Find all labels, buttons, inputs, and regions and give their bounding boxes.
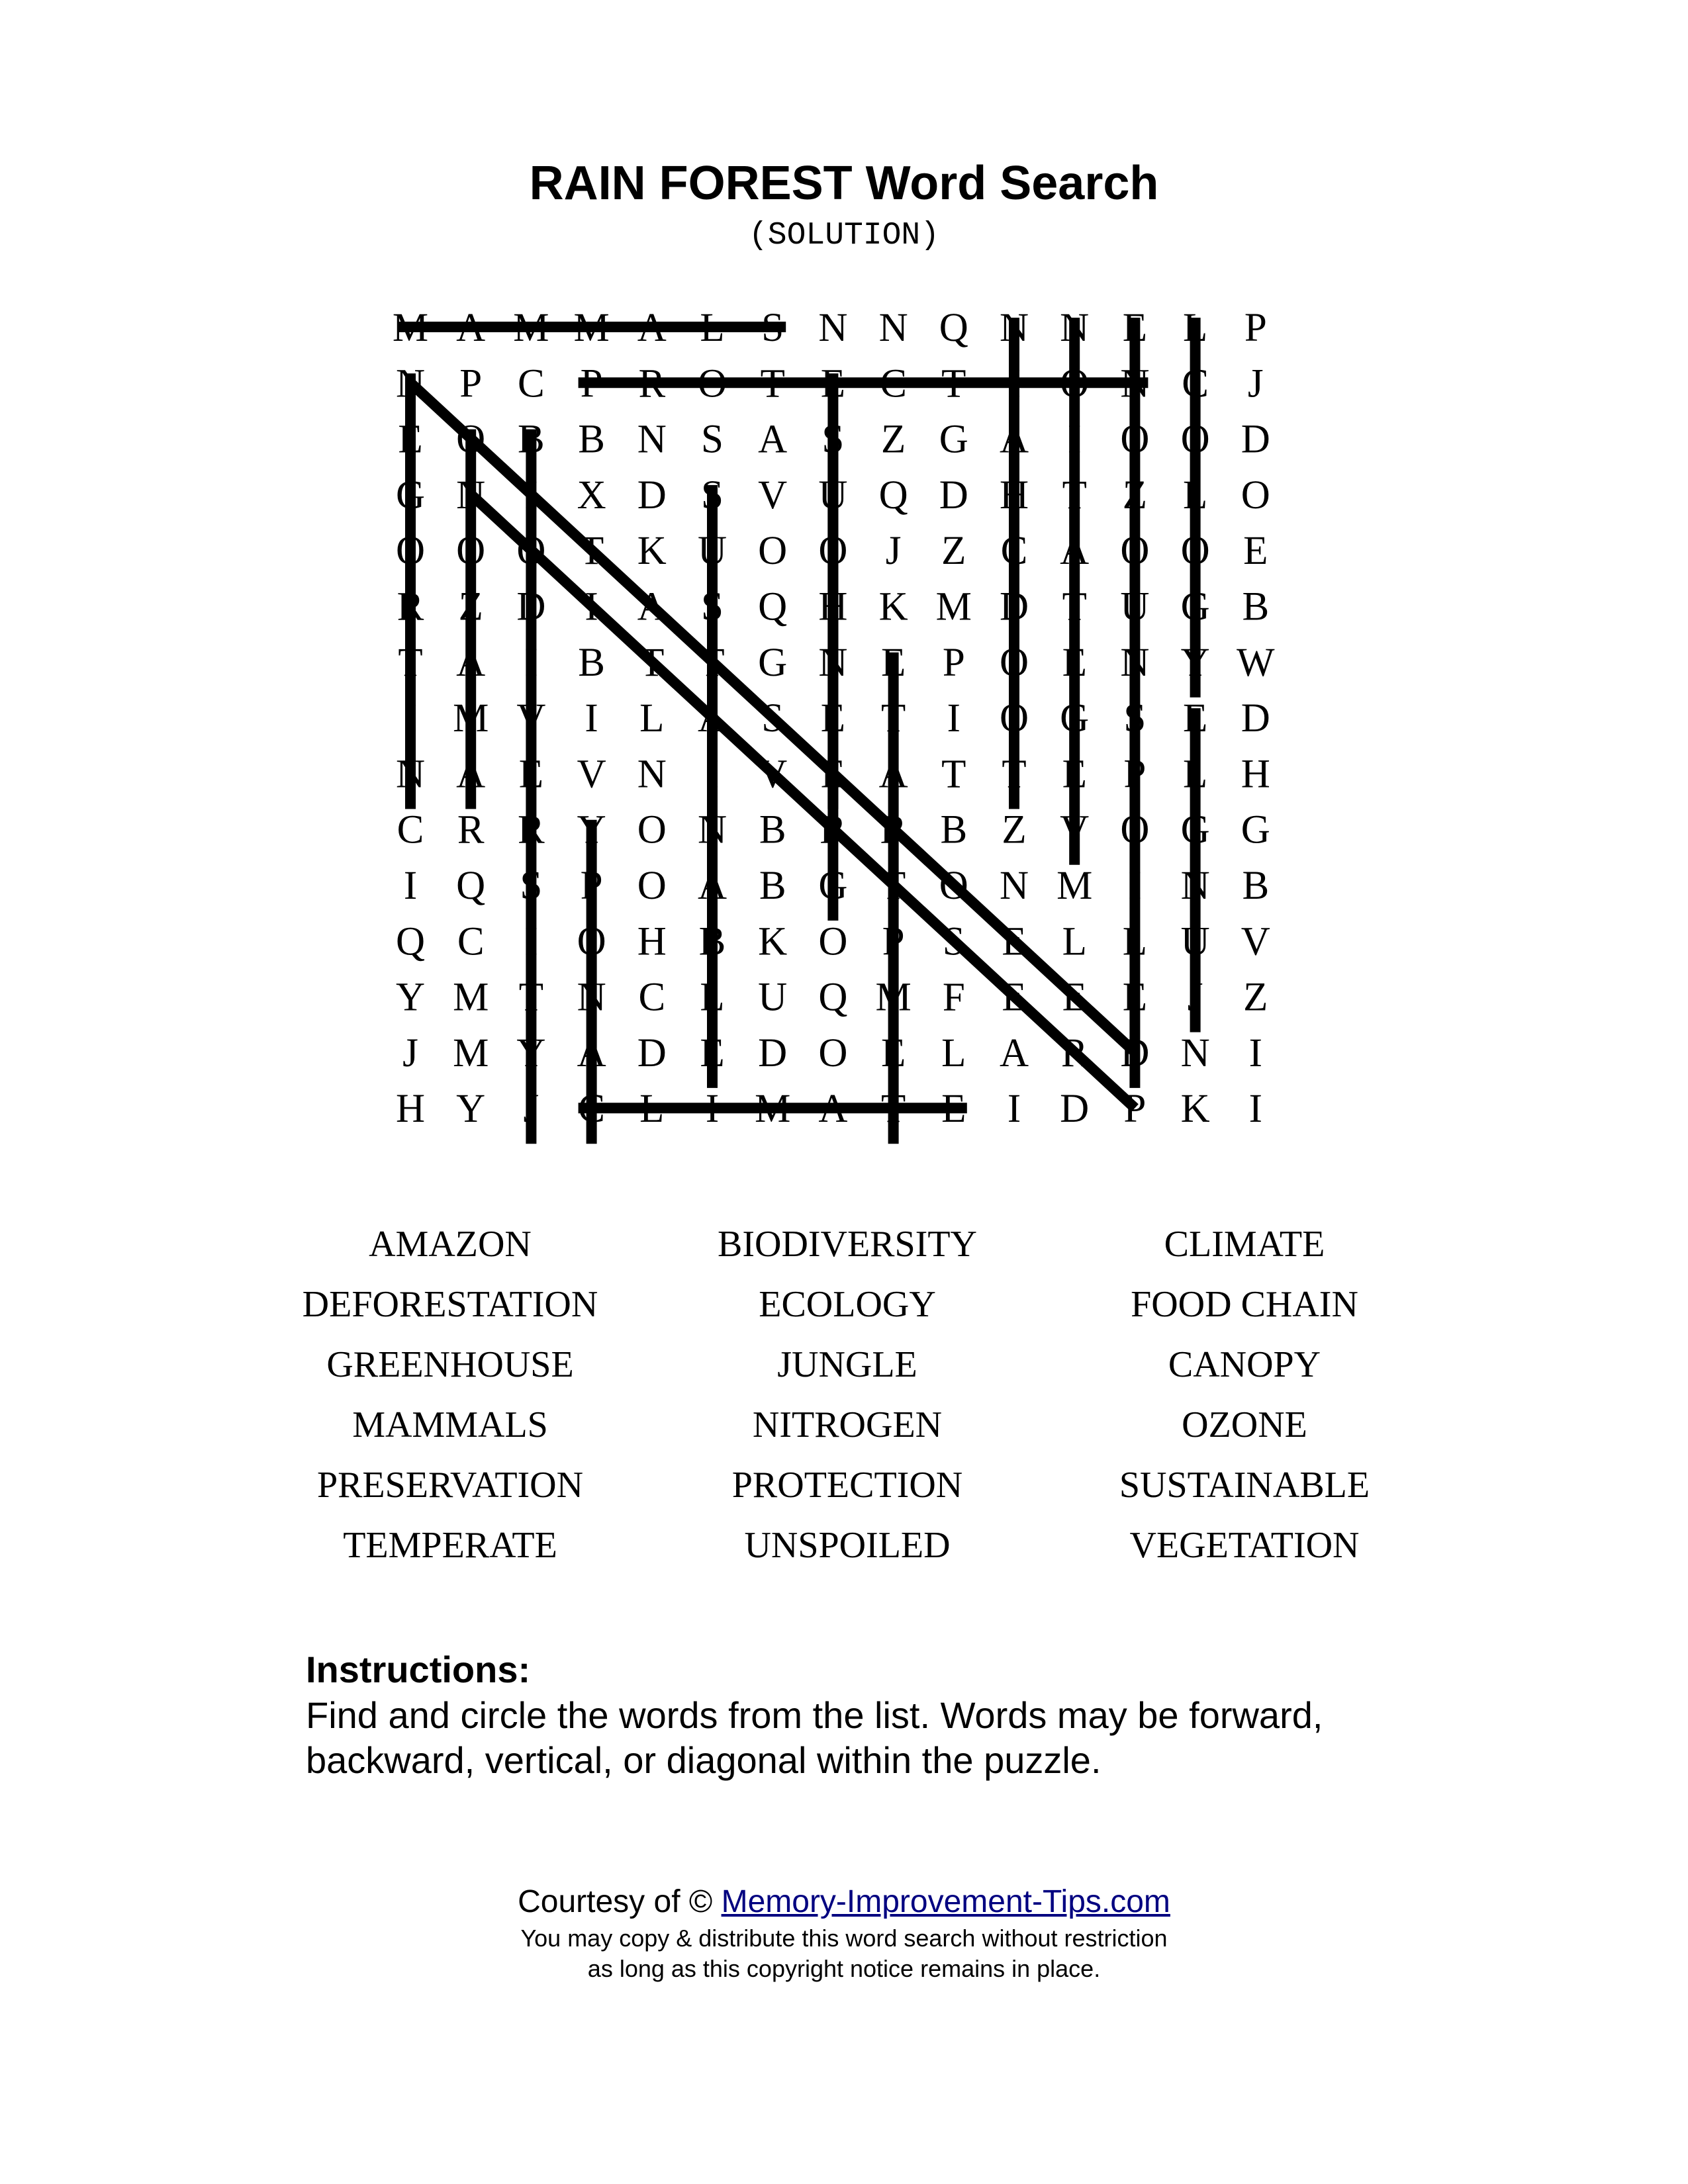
- grid-letter: E: [1122, 306, 1148, 350]
- grid-letter: E: [1002, 919, 1027, 964]
- grid-letter: A: [697, 864, 727, 908]
- grid-letter: P: [580, 864, 603, 908]
- grid-letter: I: [403, 864, 418, 908]
- grid-letter: E: [1002, 975, 1027, 1020]
- grid-letter: F: [942, 975, 965, 1020]
- grid-letter: E: [880, 640, 906, 685]
- grid-letter: J: [402, 1030, 418, 1075]
- grid-letter: S: [942, 919, 965, 964]
- grid-letter: E: [1062, 752, 1087, 797]
- grid-letter: M: [453, 696, 489, 741]
- grid-letter: V: [577, 752, 606, 797]
- grid-letter: Z: [880, 417, 906, 462]
- grid-letter: I: [1007, 1087, 1021, 1132]
- grid-letter: T: [398, 640, 423, 685]
- grid-letter: T: [880, 864, 906, 908]
- grid-letter: J: [885, 529, 902, 574]
- grid-letter: E: [398, 417, 423, 462]
- grid-letter: E: [1062, 975, 1087, 1020]
- grid-letter: E: [518, 752, 544, 797]
- grid-letter: E: [1182, 696, 1208, 741]
- grid-letter: Q: [456, 864, 486, 908]
- grid-letter: K: [758, 919, 788, 964]
- grid-letter: D: [758, 1030, 788, 1075]
- grid-letter: V: [516, 696, 546, 741]
- grid-letter: O: [395, 529, 426, 574]
- grid-letter: G: [1180, 807, 1210, 852]
- grid-letter: C: [1182, 361, 1209, 406]
- grid-letter: N: [637, 752, 667, 797]
- word-list-item: UNSPOILED: [744, 1525, 951, 1566]
- word-search-svg: [379, 298, 1279, 1158]
- grid-letter: U: [1180, 919, 1210, 964]
- grid-letter: D: [1241, 696, 1270, 741]
- grid-letter: D: [1120, 1030, 1150, 1075]
- word-list-item: SUSTAINABLE: [1119, 1465, 1370, 1506]
- grid-letter: G: [395, 473, 426, 518]
- grid-letter: Y: [516, 1030, 546, 1075]
- grid-letter: L: [639, 696, 665, 741]
- word-list-item: DEFORESTATION: [302, 1284, 598, 1325]
- word-list-item: GREENHOUSE: [326, 1344, 574, 1385]
- grid-letter: P: [580, 361, 603, 406]
- grid-letter: H: [1241, 752, 1270, 797]
- notice-line-2: as long as this copyright notice remains in place.: [587, 1955, 1101, 1982]
- grid-letter: K: [637, 529, 667, 574]
- grid-letter: C: [397, 807, 424, 852]
- grid-letter: P: [459, 361, 483, 406]
- grid-letter: A: [456, 306, 486, 350]
- grid-letter: S: [1123, 696, 1147, 741]
- grid-letter: C: [1000, 529, 1028, 574]
- grid-letter: A: [818, 1087, 848, 1132]
- grid-letter: G: [1180, 584, 1210, 629]
- grid-letter: P: [942, 640, 965, 685]
- grid-letter: J: [523, 1087, 539, 1132]
- grid-letter: I: [524, 640, 538, 685]
- word-list-item: JUNGLE: [777, 1344, 917, 1385]
- grid-letter: R: [518, 807, 545, 852]
- word-list-item: BIODIVERSITY: [718, 1224, 977, 1265]
- grid-letter: V: [1241, 919, 1270, 964]
- grid-letter: T: [760, 361, 785, 406]
- grid-letter: D: [939, 473, 968, 518]
- grid-letter: S: [701, 417, 724, 462]
- grid-letter: O: [818, 529, 848, 574]
- grid-letter: S: [761, 696, 784, 741]
- grid-letter: O: [516, 529, 546, 574]
- grid-letter: A: [577, 1030, 606, 1075]
- word-list-item: VEGETATION: [1129, 1525, 1360, 1566]
- grid-letter: I: [1128, 864, 1142, 908]
- grid-letter: U: [1120, 584, 1150, 629]
- grid-letter: V: [758, 473, 788, 518]
- grid-letter: N: [999, 306, 1029, 350]
- grid-letter: L: [1122, 919, 1148, 964]
- grid-letter: C: [518, 361, 545, 406]
- word-list-item: NITROGEN: [752, 1404, 943, 1445]
- grid-letter: N: [1180, 1030, 1210, 1075]
- grid-letter: N: [818, 640, 848, 685]
- grid-letter: B: [940, 807, 968, 852]
- grid-letter: N: [395, 361, 426, 406]
- grid-letter: N: [577, 975, 606, 1020]
- grid-letter: I: [524, 473, 538, 518]
- grid-letter: O: [456, 529, 486, 574]
- grid-letter: A: [999, 1030, 1029, 1075]
- grid-letter: D: [999, 584, 1029, 629]
- grid-letter: Y: [456, 1087, 486, 1132]
- grid-letter: B: [518, 417, 545, 462]
- grid-letter: S: [701, 584, 724, 629]
- grid-letter: Q: [878, 473, 908, 518]
- grid-letter: O: [1120, 807, 1150, 852]
- grid-letter: I: [1248, 1030, 1262, 1075]
- grid-letter: R: [638, 361, 666, 406]
- grid-letter: D: [516, 584, 546, 629]
- grid-letter: O: [939, 864, 968, 908]
- grid-letter: Z: [941, 529, 966, 574]
- grid-letter: A: [637, 306, 667, 350]
- grid-letter: B: [759, 807, 786, 852]
- grid-letter: O: [637, 807, 667, 852]
- grid-letter: Z: [1002, 807, 1027, 852]
- word-list-item: CANOPY: [1168, 1344, 1321, 1385]
- grid-letter: I: [947, 696, 961, 741]
- grid-letter: O: [999, 696, 1029, 741]
- grid-letter: B: [1242, 864, 1270, 908]
- copyright-notice: [0, 1923, 1688, 1984]
- grid-letter: B: [1242, 584, 1270, 629]
- grid-letter: E: [941, 1087, 966, 1132]
- grid-letter: U: [758, 975, 788, 1020]
- grid-letter: M: [453, 1030, 489, 1075]
- grid-letter: R: [397, 584, 424, 629]
- grid-letter: M: [392, 306, 429, 350]
- grid-letter: M: [453, 975, 489, 1020]
- word-list-item: FOOD CHAIN: [1131, 1284, 1358, 1325]
- grid-letter: O: [1060, 361, 1090, 406]
- grid-letter: A: [697, 696, 727, 741]
- word-list: [252, 1214, 1523, 1576]
- grid-letter: O: [818, 1030, 848, 1075]
- grid-letter: G: [818, 864, 848, 908]
- grid-letter: Y: [577, 807, 606, 852]
- grid-letter: N: [637, 417, 667, 462]
- word-list-item: CLIMATE: [1164, 1224, 1325, 1265]
- grid-letter: N: [818, 306, 848, 350]
- grid-letter: K: [1180, 1087, 1210, 1132]
- grid-letter: A: [637, 584, 667, 629]
- grid-letter: A: [1060, 529, 1090, 574]
- grid-letter: Z: [1243, 975, 1268, 1020]
- grid-letter: Z: [458, 584, 483, 629]
- grid-letter: T: [880, 696, 906, 741]
- grid-letter: U: [697, 529, 727, 574]
- page-title: RAIN FOREST Word Search: [529, 157, 1159, 210]
- grid-letter: R: [457, 807, 485, 852]
- grid-letter: A: [999, 417, 1029, 462]
- grid-letter: I: [1248, 1087, 1262, 1132]
- grid-letter: D: [1060, 1087, 1090, 1132]
- grid-letter: Z: [1122, 473, 1148, 518]
- grid-letter: G: [939, 417, 968, 462]
- grid-letter: B: [578, 640, 605, 685]
- grid-letter: N: [1120, 640, 1150, 685]
- grid-letter: T: [700, 640, 725, 685]
- grid-letter: O: [697, 361, 727, 406]
- grid-letter: I: [1068, 417, 1082, 462]
- grid-letter: M: [755, 1087, 791, 1132]
- courtesy-prefix: Courtesy of ©: [518, 1884, 722, 1919]
- grid-letter: E: [820, 361, 846, 406]
- grid-letter: A: [456, 640, 486, 685]
- grid-letter: R: [880, 807, 907, 852]
- grid-letter: I: [705, 752, 720, 797]
- grid-letter: P: [882, 919, 905, 964]
- grid-letter: H: [395, 1087, 426, 1132]
- grid-letter: A: [758, 417, 788, 462]
- grid-letter: I: [705, 1087, 720, 1132]
- grid-letter: O: [999, 640, 1029, 685]
- grid-letter: N: [456, 473, 486, 518]
- grid-letter: P: [1123, 752, 1147, 797]
- grid-letter: R: [1060, 1030, 1088, 1075]
- grid-letter: T: [639, 640, 665, 685]
- word-list-item: ECOLOGY: [759, 1284, 936, 1325]
- grid-letter: E: [820, 696, 846, 741]
- grid-letter: L: [1182, 752, 1208, 797]
- grid-letter: E: [880, 1030, 906, 1075]
- grid-letter: D: [1241, 417, 1270, 462]
- grid-letter: K: [878, 584, 908, 629]
- grid-letter: O: [1120, 529, 1150, 574]
- grid-letter: S: [520, 864, 543, 908]
- grid-letter: S: [701, 473, 724, 518]
- grid-letter: C: [578, 1087, 605, 1132]
- grid-letter: L: [1062, 919, 1087, 964]
- word-list-item: AMAZON: [369, 1224, 532, 1265]
- word-search-grid: [379, 298, 1279, 1158]
- grid-letter: D: [637, 473, 667, 518]
- grid-letter: I: [524, 919, 538, 964]
- word-list-item: PROTECTION: [731, 1465, 963, 1506]
- grid-letter: N: [1120, 361, 1150, 406]
- grid-letter: E: [820, 752, 846, 797]
- grid-letter: Q: [758, 584, 788, 629]
- solution-line: [471, 494, 1135, 1108]
- grid-letter: X: [577, 473, 606, 518]
- word-list-item: PRESERVATION: [316, 1465, 584, 1506]
- grid-letter: N: [1060, 306, 1090, 350]
- grid-letter: T: [518, 975, 544, 1020]
- grid-letter: T: [579, 529, 604, 574]
- notice-line-1: You may copy & distribute this word search without restriction: [520, 1925, 1168, 1952]
- grid-letter: M: [1056, 864, 1093, 908]
- grid-letter: G: [1241, 807, 1270, 852]
- grid-letter: N: [395, 752, 426, 797]
- grid-letter: T: [941, 752, 966, 797]
- grid-letter: L: [700, 975, 725, 1020]
- grid-letter: O: [758, 529, 788, 574]
- grid-letter: T: [880, 1087, 906, 1132]
- word-list-item: MAMMALS: [352, 1404, 548, 1445]
- grid-letter: E: [1243, 529, 1268, 574]
- website-link[interactable]: Memory-Improvement-Tips.com: [721, 1884, 1170, 1919]
- word-list-item: TEMPERATE: [343, 1525, 557, 1566]
- grid-letter: E: [1062, 640, 1087, 685]
- grid-letter: C: [880, 361, 907, 406]
- grid-letter: O: [818, 919, 848, 964]
- grid-letter: G: [1060, 696, 1090, 741]
- grid-letter: I: [403, 696, 418, 741]
- grid-letter: J: [1247, 361, 1264, 406]
- grid-letter: I: [585, 584, 598, 629]
- grid-letter: T: [941, 361, 966, 406]
- grid-letter: E: [700, 1030, 725, 1075]
- grid-letter: N: [999, 864, 1029, 908]
- grid-letter: M: [513, 306, 549, 350]
- grid-letter: T: [1002, 752, 1027, 797]
- grid-letter: J: [1187, 975, 1203, 1020]
- instructions-text: Find and circle the words from the list. Words may be forward, backward, vertical, or diagonal within the puzzle.: [306, 1694, 1323, 1781]
- grid-letter: O: [456, 417, 486, 462]
- grid-letter: V: [758, 752, 788, 797]
- grid-letter: O: [1120, 417, 1150, 462]
- grid-letter: D: [637, 1030, 667, 1075]
- grid-letter: S: [761, 306, 784, 350]
- grid-letter: O: [637, 864, 667, 908]
- grid-letter: O: [1180, 529, 1210, 574]
- instructions-heading: Instructions:: [306, 1649, 531, 1690]
- grid-letter: Q: [818, 975, 848, 1020]
- grid-letter: Y: [1180, 640, 1210, 685]
- word-list-item: OZONE: [1182, 1404, 1307, 1445]
- grid-letter: S: [821, 417, 845, 462]
- grid-letter: M: [935, 584, 972, 629]
- grid-letter: N: [878, 306, 908, 350]
- grid-letter: M: [875, 975, 912, 1020]
- grid-letter: H: [999, 473, 1029, 518]
- grid-letter: Q: [939, 306, 968, 350]
- grid-letter: P: [1123, 1087, 1147, 1132]
- grid-letter: A: [456, 752, 486, 797]
- grid-letter: L: [639, 1087, 665, 1132]
- grid-letter: Y: [395, 975, 426, 1020]
- grid-letter: L: [941, 1030, 966, 1075]
- grid-letter: I: [585, 696, 598, 741]
- grid-letter: L: [1182, 473, 1208, 518]
- grid-letter: I: [1007, 361, 1021, 406]
- grid-letter: L: [1182, 306, 1208, 350]
- grid-letter: O: [1180, 417, 1210, 462]
- grid-letter: O: [577, 919, 606, 964]
- grid-letter: P: [1244, 306, 1267, 350]
- grid-letter: A: [878, 752, 908, 797]
- grid-letter: B: [759, 864, 786, 908]
- grid-letter: V: [1060, 807, 1090, 852]
- grid-letter: T: [1062, 584, 1087, 629]
- grid-letter: B: [698, 919, 726, 964]
- grid-letter: L: [700, 306, 725, 350]
- grid-letter: O: [1241, 473, 1270, 518]
- grid-letter: U: [818, 473, 848, 518]
- grid-letter: H: [637, 919, 667, 964]
- grid-letter: B: [578, 417, 605, 462]
- grid-letter: R: [820, 807, 847, 852]
- grid-letter: T: [1062, 473, 1087, 518]
- grid-letter: N: [1180, 864, 1210, 908]
- grid-letter: G: [758, 640, 788, 685]
- grid-letter: N: [697, 807, 727, 852]
- courtesy-line: [0, 1882, 1688, 1922]
- grid-letter: C: [638, 975, 666, 1020]
- grid-letter: M: [573, 306, 610, 350]
- grid-letter: E: [1122, 975, 1148, 1020]
- page-subtitle: (SOLUTION): [748, 218, 940, 253]
- grid-letter: Q: [395, 919, 426, 964]
- grid-letter: W: [1237, 640, 1275, 685]
- grid-letter: H: [818, 584, 848, 629]
- grid-letter: C: [457, 919, 485, 964]
